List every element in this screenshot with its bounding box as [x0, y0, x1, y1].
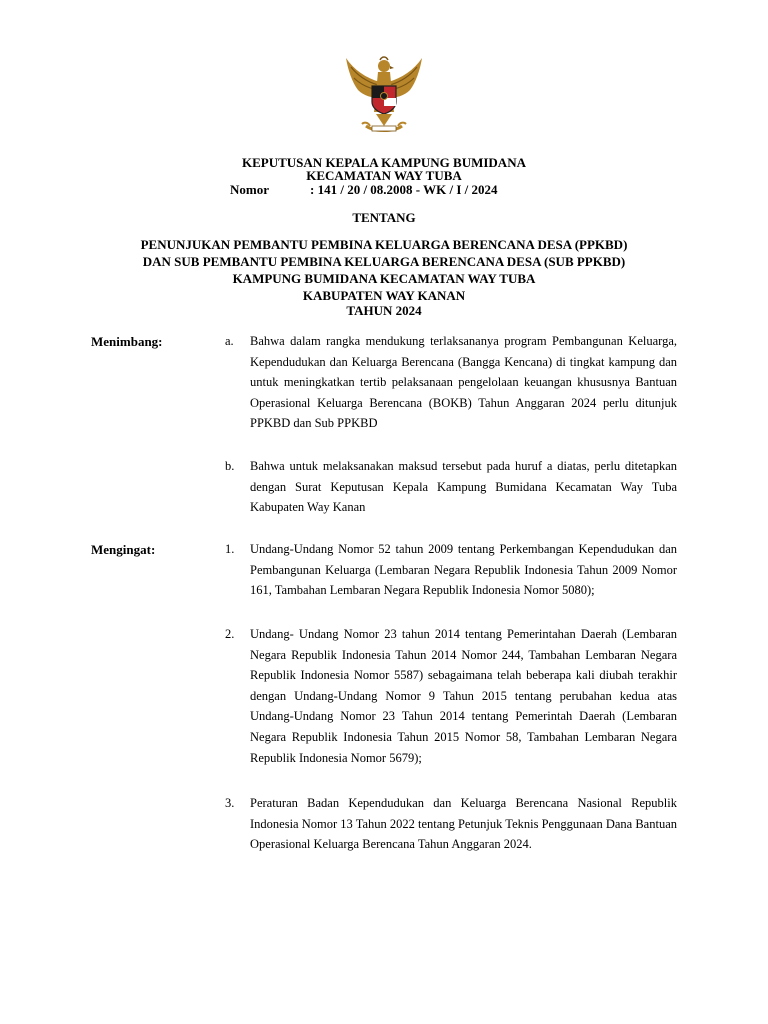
subject-line-4: KABUPATEN WAY KANAN: [302, 288, 466, 303]
subject-line-3: KAMPUNG BUMIDANA KECAMATAN WAY TUBA: [232, 271, 536, 286]
mengingat-item-2: Undang- Undang Nomor 23 tahun 2014 tentang Pemerintahan Daerah (Lembaran Negara Republik Indonesia Tahun 2014 Nomor 244, Tambahan Lembaran Negara Republik Indonesia Nomor 5587) sebagaimana telah beberapa kali diubah terakhir dengan Undang-Undang Nomor 9 Tahun 2015 tentang perubahan kedua atas Undang-Undang Nomor 23 Tahun 2014 tentang Pemerintah Daerah (Lembaran Negara Republik Indonesia Tahun 2015 Nomor 58, Tambahan Lembaran Negara Republik Indonesia Nomor 5679);: [250, 627, 677, 765]
doc-title-line-1: KEPUTUSAN KEPALA KAMPUNG BUMIDANA: [242, 155, 526, 170]
subject-line-5: TAHUN 2024: [346, 303, 422, 318]
mengingat-marker-2: 2.: [225, 627, 235, 641]
menimbang-item-a: Bahwa dalam rangka mendukung terlaksananya program Pembangunan Keluarga, Kependudukan dan Keluarga Berencana (Bangga Kencana) di tingkat kampung dan untuk meningkatkan tertib pelaksanaan pengelolaan keuangan khususnya Bantuan Operasional Keluarga Berencana (BOKB) Tahun Anggaran 2024 perlu ditunjuk PPKBD dan Sub PPKBD: [250, 334, 677, 431]
mengingat-item-1: Undang-Undang Nomor 52 tahun 2009 tentang Perkembangan Kependudukan dan Pembangunan Keluarga (Lembaran Negara Republik Indonesia Tahun 2009 Nomor 161, Tambahan Lembaran Negara Republik Indonesia Nomor 5080);: [250, 542, 677, 598]
menimbang-marker-b: b.: [225, 459, 235, 473]
garuda-emblem-icon: [336, 52, 432, 136]
subject-line-1: PENUNJUKAN PEMBANTU PEMBINA KELUARGA BERENCANA DESA (PPKBD): [140, 237, 628, 252]
menimbang-item-b: Bahwa untuk melaksanakan maksud tersebut pada huruf a diatas, perlu ditetapkan dengan Surat Keputusan Kepala Kampung Bumidana Kecamatan Way Tuba Kabupaten Way Kanan: [250, 459, 677, 515]
mengingat-label: Mengingat:: [91, 542, 156, 557]
tentang-heading: TENTANG: [352, 210, 416, 225]
nomor-label: Nomor: [230, 182, 269, 197]
nomor-value: : 141 / 20 / 08.2008 - WK / I / 2024: [310, 182, 498, 197]
menimbang-marker-a: a.: [225, 334, 234, 348]
mengingat-marker-3: 3.: [225, 796, 235, 810]
mengingat-marker-1: 1.: [225, 542, 235, 556]
mengingat-item-3: Peraturan Badan Kependudukan dan Keluarga Berencana Nasional Republik Indonesia Nomor 13 Tahun 2022 tentang Petunjuk Teknis Penggunaan Dana Bantuan Operasional Keluarga Berencana Tahun Anggaran 2024.: [250, 796, 677, 852]
menimbang-label: Menimbang:: [91, 334, 163, 349]
subject-line-2: DAN SUB PEMBANTU PEMBINA KELUARGA BERENCANA DESA (SUB PPKBD): [142, 254, 626, 269]
doc-title-line-2: KECAMATAN WAY TUBA: [306, 168, 462, 183]
